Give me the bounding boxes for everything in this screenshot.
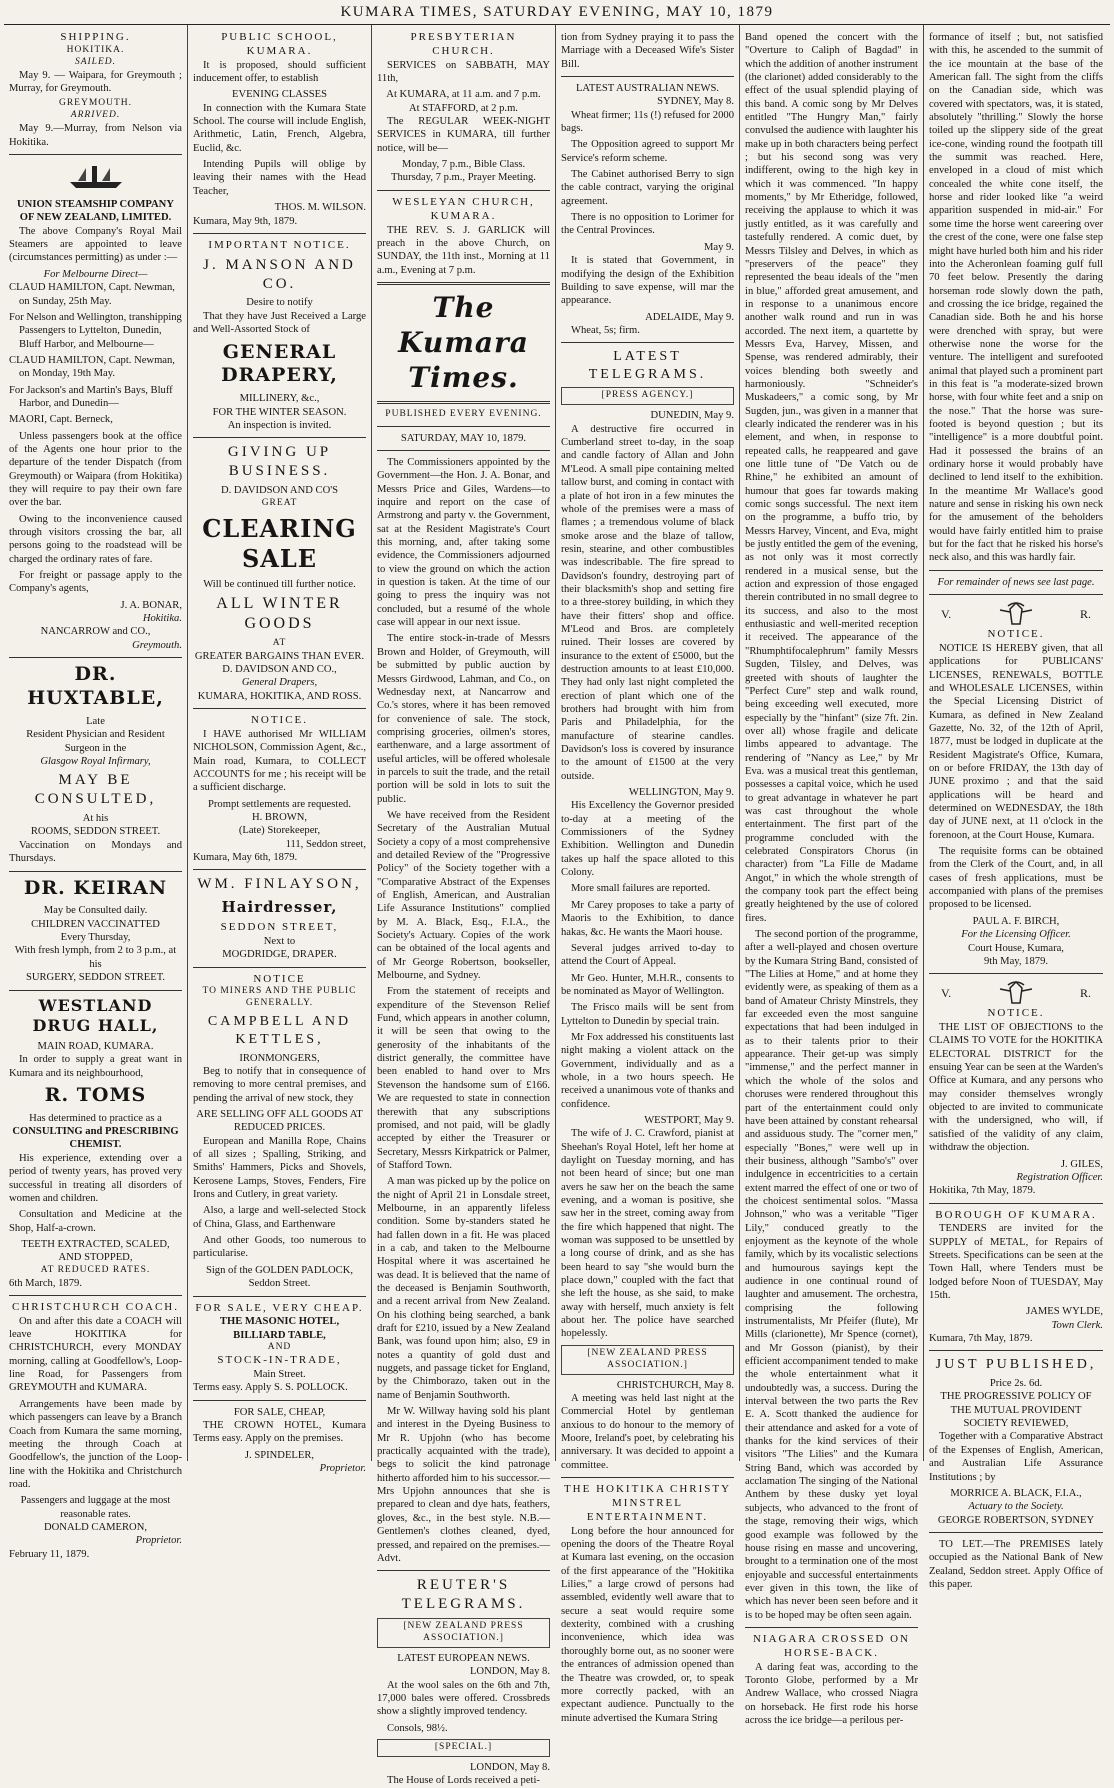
latest-australian: LATEST AUSTRALIAN NEWS. [575, 83, 720, 95]
divider [9, 871, 182, 872]
masthead: KUMARA TIMES, SATURDAY EVENING, MAY 10, 1879 [340, 4, 774, 20]
west-line: AT REDUCED RATES. [40, 1264, 151, 1275]
jackson-route: For Jackson's and Martin's Bays, Bluff Harbor, and Dunedin— [9, 384, 173, 409]
borough-text: TENDERS are invited for the SUPPLY of METAL, for Repairs of Streets. Specifications can be seen at the Town Hall, where Tenders must be lodged before Noon of TUESDAY, May 15th. [929, 1223, 1103, 1302]
divider [377, 450, 550, 451]
masonic-line: STOCK-IN-TRADE, [217, 1354, 342, 1367]
news-text: Mr Carey proposes to take a party of Maoris to the Exhibition, to dance hakas, &c. He wants the Maori house. [561, 899, 734, 938]
camp-line: ARE SELLING OFF ALL GOODS AT REDUCED PRICES. [196, 1109, 363, 1134]
west-line: TEETH EXTRACTED, SCALED, AND STOPPED, [21, 1238, 170, 1264]
camp-line: Beg to notify that in consequence of removing to more central premises, and pending the arrival of new stock, they [193, 1066, 366, 1104]
usc-heading: UNION STEAMSHIP COMPANY OF NEW ZEALAND, LIMITED. [17, 199, 174, 224]
west-line: Consultation and Medicine at the Shop, Half-a-crown. [9, 1209, 182, 1234]
coach-role: Proprietor. [135, 1535, 182, 1547]
manson-line: FOR THE WINTER SEASON. [212, 406, 347, 418]
jp-line: THE PROGRESSIVE POLICY OF THE MUTUAL PROVIDENT SOCIETY REVIEWED, [940, 1391, 1092, 1430]
dav-line: AT [272, 637, 287, 648]
issue-date: SATURDAY, MAY 10, 1879. [400, 432, 527, 444]
manson-line: That they have Just Received a Large and Well-Assorted Stock of [193, 310, 366, 336]
divider [377, 190, 550, 191]
divider [193, 437, 366, 438]
kei-line: Every Thursday, [60, 932, 131, 944]
manson-line: An inspection is invited. [227, 420, 332, 432]
fin-line: SEDDON STREET, [220, 921, 339, 934]
notice-line: PAUL A. F. BIRCH, [972, 915, 1060, 927]
coach-text: Arrangements have been made by which passengers can leave by a Branch Coach from Kumara the same morning, meeting the through Coach at Goodfellow's, the junction of the Loop-line with the Hokitika and Christchurch road. [9, 1398, 182, 1490]
westland-heading: WESTLAND DRUG HALL, [32, 995, 159, 1035]
miners-notice: NOTICE [253, 972, 306, 985]
west-line: His experience, extending over a period of twenty years, has proved very successful in treating all disorders of women and children. [9, 1152, 182, 1204]
column-3 [372, 25, 556, 1787]
article-paragraph: formance of itself ; but, not satisfied with this, he ascended to the summit of the ice mountain at the base of the American fall. The sight from the cliffs on the Canadian side, which was covered with spectators, was, it is stated, absolutely "thrilling." Slowly the horse toiled up the slippery side of the great ice-cone, winding round the footpath till the summit was reached. Here, enveloped in a cloud of mist which concealed the white cone itself, the horse and rider looked like "a weird apparition suspended in mid-air." For some time the horse went careering over the crest of the cone, were one false step might have hurled both him and his rider into the Acheronlean foaming gulf full 70 feet below. Presently the daring horseman rode slowly down the path, and crossing the ice bridge, regained the Canadian side. Both he and his horse were drenched with spray, but were otherwise none the worse for the venture. The intelligent and surefooted animal that played such a prominent part in this feat is "a moderate-sized brown horse, with four white feet and a snip on the nose." That the horse was sure-footed is beyond question ; but its "intelligence" is a more doubtful point. Had it possessed the brains of an ordinary horse it would probably have declined to lend itself to the exhibition. In the meantime Mr Wallace's good nature and sense in risking his own neck for the amusement of the beholders would have fairly entitled him to praise but for the fact that he risked his horse's neck also, and this was hardly fair. [929, 32, 1103, 564]
hux-consulted: MAY BE CONSULTED, [34, 772, 157, 808]
masonic-line: Main Street. [253, 1368, 306, 1380]
notice-text: The requisite forms can be obtained from the Clerk of the Court, and, in all cases of fresh applications, must be accompanied with plans of the premises proposed to be licensed. [929, 846, 1103, 911]
notice-line: Prompt settlements are requested. [208, 798, 351, 810]
dateline: LONDON, May 8. [469, 1761, 550, 1773]
article-paragraph: A daring feat was, according to the Toronto Globe, performed by a Mr Andrew Wallace, who crossed Niagra on horseback. He first rode his horse across the ice bridge—a perilous per- [745, 1661, 918, 1726]
crown-name: J. SPINDELER, [244, 1449, 315, 1461]
masonic-line: THE MASONIC HOTEL, BILLIARD TABLE, [219, 1316, 340, 1341]
sailing-maori: MAORI, Capt. Berneck, [9, 414, 113, 426]
news-text: It is stated that Government, in modifying the design of the Exhibition Building to save expense, will mar the appearance. [561, 255, 734, 307]
notice-line: For the Licensing Officer. [961, 929, 1071, 941]
hux-line: Glasgow Royal Infirmary, [40, 756, 151, 768]
hux-vaccination: Vaccination on Mondays and Thursdays. [9, 839, 182, 865]
divider [929, 594, 1103, 595]
pres-line: At KUMARA, at 11 a.m. and 7 p.m. [386, 89, 541, 101]
divider [561, 342, 734, 343]
hux-line: Late [86, 715, 105, 727]
divider [561, 1477, 734, 1478]
borough-heading: BOROUGH OF KUMARA. [935, 1208, 1097, 1221]
news-text: Mr Fox addressed his constituents last night making a violent attack on the Government, individually and as a whole, in a two hours speech. He received a unanimous vote of thanks and confidence. [561, 1031, 734, 1110]
coach-text: Passengers and luggage at the most reasonable rates. [20, 1495, 171, 1520]
divider [377, 282, 550, 285]
sailing-claud-2: CLAUD HAMILTON, Capt. Newman, on Monday, 19th May. [9, 354, 175, 380]
borough-line: Town Clerk. [1051, 1319, 1103, 1331]
notice-heading: NOTICE. [987, 628, 1045, 641]
camp-line: Also, a large and well-selected Stock of China, Glass, and Earthenware [193, 1205, 366, 1230]
divider [9, 1295, 182, 1296]
crest-v: V. [941, 985, 952, 1000]
objection-line: Hokitika, 7th May, 1879. [929, 1185, 1036, 1197]
divider [561, 76, 734, 77]
coach-text: On and after this date a COACH will leave HOKITIKA for CHRISTCHURCH, every MONDAY morning, calling at Goodfellow's, Loop-line Road, for Passengers from GREYMOUTH and KUMARA. [9, 1315, 182, 1394]
dateline: ADELAIDE, May 9. [645, 311, 734, 323]
divider [377, 1570, 550, 1571]
west-line: CONSULTING and PRESCRIBING CHEMIST. [12, 1126, 179, 1151]
news-text: tion from Sydney praying it to pass the Marriage with a Deceased Wife's Sister Bill. [561, 32, 734, 70]
notice-date: Kumara, May 6th, 1879. [193, 851, 298, 863]
editorial-paragraph: From the statement of receipts and expenditure of the Stevenson Relief Fund, which appears in another column, it will be seen that owing to the generosity of the inhabitants of the district generally, the committee have been enabled to hand over to Mrs Stevenson the handsome sum of £166. We are requested to state in connection therewith that any subscriptions promised, and not paid, will be gladly accepted by either the Treasurer or Secretary, Messrs Kirkpatrick or Palmer, of Stafford Town. [377, 986, 550, 1171]
pres-line: Thursday, 7 p.m., Prayer Meeting. [391, 172, 536, 184]
crest-v: V. [941, 606, 952, 621]
coach-heading: CHRISTCHURCH COACH. [12, 1300, 179, 1313]
kei-line: With fresh lymph, from 2 to 3 p.m., at his [14, 945, 177, 970]
special-label: [SPECIAL.] [377, 1739, 550, 1757]
fin-line: Next to [263, 935, 296, 947]
dav-line: GREAT [261, 497, 298, 508]
shipping-heading: SHIPPING. [60, 31, 131, 43]
pres-line: SERVICES on SABBATH, MAY 11th, [377, 59, 550, 85]
divider [377, 426, 550, 427]
hokitika-label: HOKITIKA. [66, 44, 125, 55]
news-text: There is no opposition to Lorimer for the Central Provinces. [561, 212, 734, 237]
keiran-heading: DR. KEIRAN [23, 876, 168, 899]
objection-line: Registration Officer. [1016, 1171, 1103, 1183]
coach-name: DONALD CAMERON, [44, 1521, 147, 1533]
huxtable-heading: DR. HUXTABLE, [27, 663, 164, 710]
news-text: A meeting was held last night at the Commercial Hotel by gentleman anxious to do honour to the memory of Moore, Ireland's poet, by celebrating his anniversary. It was decided to appoint a committee. [561, 1393, 734, 1471]
jp-line: Actuary to the Society. [968, 1501, 1064, 1513]
agent-2: NANCARROW and CO., [40, 626, 151, 638]
divider [929, 1203, 1103, 1204]
newspaper-title: The Kumara Times. [398, 290, 529, 395]
divider [929, 570, 1103, 571]
article-paragraph: The second portion of the programme, after a well-played and chosen overture by the Kumara String Band, consisted of "The Lilies at Home," and at home they evidently were, as speaking of them as a band of Amateur Christy Minstrels, they far exceeded even the most sanguine expectations that had been indulged in as to their talents prior to their appearance. Their get-up was simply "immense," and the perfect manner in which the whole of the solos and choruses were rendered throughout this part of the entertainment could only have been attained by constant rehearsal and assiduous study. The "corner men," especially "Bones," were well up in their business, although "Sambo's" over indulgence in eccentricities to a certain extent marred the effect of one or two of the choicest sentimental solos. "Massa Johnson," who was a veritable "Tiger Lily," conduced greatly to the enjoyment as the keynote of the whole family, which by its vocalistic selections and humourous sayings kept the audience in one continual round of laughter and amusement. The orchestra, comprising the following instrumentalists, Mr Pfeifer (flute), Mr Mills (clarionette), Mr Spence (cornet), and Mr Gosson (pianist), by their efficient accompaniment tended to make the whole entertainment what it undoubtedly was, a success. During the interval between the two parts the Rev E. A. Scott thanked the audience for their attendance and asked for a vote of thanks for the kind services of their visitors "The Lilies" and the Kumara String Band, which was accorded by acclamation The singing of the National Anthem by these dusky yet loyal subjects, who advanced to the front of the stage, removing their wigs, which good example was followed by the house rising en masse and uncovering, brought to a termination one of the most enjoyable and successful entertainments ever given in this town, the like of which has never been seen before and it is to be hoped may be often seen again. [745, 929, 918, 1621]
divider [193, 708, 366, 709]
melbourne-route: For Melbourne Direct— [43, 268, 148, 280]
news-text: Several judges arrived to-day to attend the Court of Appeal. [561, 942, 734, 968]
camp-line: And other Goods, too numerous to particularise. [193, 1235, 366, 1260]
divider [193, 1296, 366, 1297]
school-classes: EVENING CLASSES [231, 89, 328, 101]
manson-line: Desire to notify [246, 297, 313, 309]
jp-line: GEORGE ROBERTSON, SYDNEY [937, 1514, 1095, 1526]
pres-line: The REGULAR WEEK-NIGHT SERVICES in KUMARA, till further notice, will be— [377, 116, 550, 154]
hux-line: ROOMS, SEDDON STREET. [30, 826, 161, 838]
divider [193, 869, 366, 870]
news-text: The Opposition agreed to support Mr Service's reform scheme. [561, 139, 734, 164]
presbyterian-heading: PRESBYTERIAN CHURCH. [410, 31, 517, 57]
notice-line: (Late) Storekeeper, [238, 825, 321, 837]
columns [4, 24, 1110, 1787]
camp-line: Sign of the GOLDEN PADLOCK, Seddon Street. [205, 1264, 354, 1290]
west-date: 6th March, 1879. [9, 1277, 82, 1289]
news-text: At the wool sales on the 6th and 7th, 17,000 bales were offered. Crossbreds show a slightly improved tendency. [377, 1679, 550, 1718]
dateline: CHRISTCHURCH, May 8. [616, 1379, 734, 1391]
published-line: PUBLISHED EVERY EVENING. [385, 408, 542, 419]
christy-heading: THE HOKITIKA CHRISTY MINSTREL ENTERTAINMENT. [563, 1483, 732, 1523]
editorial-paragraph: The entire stock-in-trade of Messrs Brown and Holder, of Greymouth, will be submitted by public auction by Messrs Girdwood, Lahman, and Co., on Wednesday next, at Nancarrow and Co.'s stores, where it has been removed for convenience of sale. The stock, comprising groceries, oilmen's stores, earthenware, and a large assortment of useful articles, will be offered wholesale in parcels to suit the trade, and the retail portion will be sold in lots to suit the public. [377, 633, 550, 805]
news-text: The Frisco mails will be sent from Lyttelton to Dunedin by special train. [561, 1002, 734, 1027]
for-sale-heading: FOR SALE, VERY CHEAP. [195, 1301, 364, 1314]
owing-text: Owing to the inconvenience caused through visitors crossing the bar, all persons going to the roadstead will be charged the ordinary rates of fare. [9, 513, 182, 565]
news-text: Consols, 98½. [387, 1722, 448, 1734]
dav-line: General Drapers, [241, 677, 318, 689]
news-text: Long before the hour announced for opening the doors of the Theatre Royal at Kumara last evening, on the occasion of the first appearance of the "Hokitika Lilies," a large crowd of persons had assembled, evidently well aware that to secure a seat would require some dexterity, combined with a crushing inconvenience, which idea was thoroughly borne out, as no sooner were the entrances of admission opened than the Theatre was crowded, or, to speak more correctly packed, with an expectant audience. Punctually to the minute advertised the Kumara String [561, 1525, 734, 1724]
wes-text: THE REV. S. J. GARLICK will preach in the above Church, on SUNDAY, the 11th inst., Morning at 11 a.m., Evening at 7 p.m. [377, 224, 550, 276]
news-text: The House of Lords received a peti- [387, 1775, 540, 1787]
latest-european: LATEST EUROPEAN NEWS. [397, 1652, 530, 1664]
crest-r: R. [1079, 985, 1091, 1000]
dav-line: KUMARA, HOKITIKA, AND ROSS. [197, 690, 362, 702]
dateline: DUNEDIN, May 9. [650, 410, 734, 422]
crest-icon [996, 979, 1036, 1007]
niagara-heading: NIAGARA CROSSED ON HORSE-BACK. [752, 1632, 911, 1659]
sailed-label: SAILED. [74, 56, 117, 67]
hux-line: At his [82, 813, 109, 825]
kei-line: CHILDREN VACCINATTED [31, 918, 160, 930]
crest-icon [996, 600, 1036, 628]
dav-line: Will be continued till further notice. [203, 578, 356, 590]
camp-line: IRONMONGERS, [239, 1052, 320, 1064]
reuters-heading: REUTER'S TELEGRAMS. [401, 1577, 526, 1613]
remainder-note: For remainder of news see last page. [937, 576, 1095, 588]
notice-line: Court House, Kumara, [968, 942, 1064, 954]
wesleyan-heading: WESLEYAN CHURCH, KUMARA. [392, 195, 535, 222]
agent-1: J. A. BONAR, [120, 599, 182, 611]
school-date: Kumara, May 9th, 1879. [193, 215, 298, 227]
pres-line: Monday, 7 p.m., Bible Class. [401, 159, 526, 171]
just-published: JUST PUBLISHED, [935, 1357, 1097, 1373]
jp-line: MORRICE A. BLACK, F.I.A., [950, 1487, 1082, 1499]
editorial-paragraph: A man was picked up by the police on the night of April 21 in Lonsdale street, Melbourne, in an apparently lifeless condition. Some by-standers stated he had fallen down in a fit. He was placed in a cab, and taken to the Melbourne Hospital where it was ascertained he was dead. It is believed that the name of the deceased is Benjamin Southworth, and a recent arrival from New Zealand. On his clothing being searched, a bank draft for £210, issued by a New Zealand Bank, was found upon him; also, £9 in notes a quantity of gold dust and nuggets, and passage ticket for England, by the Chimborazo, taken out in the name of Benjamin Southworth. [377, 1176, 550, 1401]
hux-line: Resident Physician and Resident Surgeon in the [26, 729, 165, 754]
school-text: In connection with the Kumara State School. The course will include English, Arithmetic, Latin, French, Algebra, Euclid, &c. [193, 102, 366, 154]
divider [9, 990, 182, 991]
column-1 [4, 25, 188, 1560]
arrived-label: ARRIVED. [70, 110, 121, 121]
sailed-text: May 9. — Waipara, for Greymouth ; Murray, for Greymouth. [9, 69, 182, 95]
column-5 [740, 25, 924, 1726]
column-6 [924, 25, 1108, 1590]
notice-text: NOTICE IS HEREBY given, that all applications for PUBLICANS' LICENSES, RENEWALS, BOTTLE and WHOLESALE LICENSES, within the Special Licensing District of Kumara, as defined in New Zealand Gazette, No. 32, of the 12th of April, 1877, must be lodged in duplicate at the Resident Magistrate's Office, Kumara, on or before FRIDAY, the 13th day of JUNE proximo ; and that the said applications will be heard and determined on WEDNESDAY, the 18th day of JUNE next, at 11 o'clock in the forenoon, at the Court House, Kumara. [929, 642, 1103, 841]
divider [929, 1532, 1103, 1533]
general-drapery: GENERAL DRAPERY, [221, 340, 338, 387]
divider [193, 1400, 366, 1401]
editorial-paragraph: The Commissioners appointed by the Government—the Hon. J. A. Bonar, and Messrs Price and Giles, Wardens—to inquire and report on the case of Armstrong and party v. the Government, sat at the Resident Magistrate's Court this morning, and, after taking some evidence, the Commissioners adjourned to view the ground on which the action in question is taken. At the time of our going to press the inquiry was not concluded, but a resumé of the whole case will appear in our next issue. [377, 457, 550, 629]
column-4 [556, 25, 740, 1724]
giving-up-heading: GIVING UP BUSINESS. [227, 444, 332, 480]
kei-line: May be Consulted daily. [43, 905, 148, 917]
news-text: A destructive fire occurred in Cumberland street to-day, in the soap and candle factory of Allan and John M'Leod. A small pipe containing melted tallow burst, and coming in contact with a plate of hot iron in a few minutes the whole of the premises were a mass of flames ; a tremendous volume of black smoke arose and the blaze of tallow, resin, stearine, and other combustibles was indescribable. The fire spread to Davidson's foundry, destroying part of their blacksmith's shop and setting fire to a three-storey building, in which they have their fitters' shop and office. M'Leod and Bros. are completely ruined. Their losses are covered by insurance to the extent of £5000, but the destruction amounts to at least £10,000. They had only last night completed the erection of plant which one of the brothers had brought with him from Paris and Philadelphia, for the manufacture of stearine candles. Davidson's loss is covered by insurance to the amount of £1500 at the very outside. [561, 423, 734, 782]
objection-text: THE LIST OF OBJECTIONS to the CLAIMS TO VOTE for the HOKITIKA ELECTORAL DISTRICT for the ensuing Year can be seen at the Warden's Office at Kumara, and any persons who may consider themselves wrongly objected to are invited to communicate with the undersigned, who will, if satisfied of the validity of any claim, withdraw the objection. [929, 1022, 1103, 1154]
winter-goods: ALL WINTER GOODS [216, 595, 343, 633]
steamship-icon [9, 160, 182, 195]
divider [377, 401, 550, 404]
west-line: In order to supply a great want in Kumara and its neighbourhood, [9, 1054, 182, 1079]
finlayson-heading: WM. FINLAYSON, [197, 876, 362, 893]
article-paragraph: Band opened the concert with the "Overture to Caliph of Bagdad" in which the addition of another instrument (the clarionet) added considerably to the effect of the usual splendid playing of this band. A comic song by Mr Delves entitled "The Hungry Man," fairly convulsed the audience with laughter his make up in both characters being perfect ; but his second song was very indifferent, owing to the high key in which it was commenced. "In happy moments," by Mr Etheridge, followed, receiving the applause to which it was justly entitled, as it was carefully and tastefully rendered. A comic duet, by Messrs Tilsley and Delves, in which as "preservers of the peace" they represented the beau ideals of the "men in blue," afforded great amusement, and in response to a unanimous encore another walk round and run in was accorded. The next item, a quartette by Messrs Eva, Harvey, Missen, and Spense, was rendered admirably, their voices blending both sweetly and harmoniously. "Schneider's Muskadeers," a comic song, by Mr Sugden, jun., was given in a manner that clearly indicated the renderer was in his element, and when, in response to repeated calls, he reappeared and gave one little tune of "De Vatch ou de Rhine," he exhibited an amount of humour that goes far towards making comic songs successful. The next item on the programme, a buffo trio, by Messrs Harvey, Vincent, and Eva, might be justly entitled the gem of the evening, as not only was it most correctly rendered in a musical sense, but the action and expression of those engaged therein contributed in no small degree to its success, and also to the most enthusiastic and well-merited reception it received. The appearance of the "Rhumphtifocalephrum" family Messrs Sugden, Tilsley, and Delves, was greeted with shouts of laughter the "Perfect Cure" step and walk round, being exceeding well executed, more especially by the "hinfant" (size 7ft. 2in. over all) whose fragile and delicate limbs appeared to advantage. The rendering of "Nancy as Lee," by Mr Eva. was a musical treat this gentleman, possesses a capital voice, which he used to great advantage in whatever he part was cast throughout the whole entertainment. The first part of the programme concluded with the celebrated Conspirators Chorus (in character) from "La Fille de Madame Angot," in which the whole strength of the company took part the effect being greatly heightened by the use of colored fires. [745, 32, 918, 924]
dateline: SYDNEY, May 8. [657, 96, 734, 108]
masonic-line: Terms easy. Apply S. S. POLLOCK. [193, 1382, 348, 1394]
notice-text: I HAVE authorised Mr WILLIAM NICHOLSON, Commission Agent, &c., Main road, Kumara, to COLLECT ACCOUNTS for me ; his receipt will be a sufficient discharge. [193, 728, 366, 794]
divider [745, 1627, 918, 1628]
editorial-paragraph: We have received from the Resident Secretary of the Australian Mutual Society a copy of a most comprehensive and detailed Review of the "Progressive Policy" of the Society together with a "Comparative Abstract of the Expenses of English, American, and Australian Life Assurance Institutions" complied by M. A. Black, Esq., F.I.A., the Society's Actuary. Copies of the work can be obtained of the local agents and of Mr George Robertson, bookseller, Melbourne, and Sydney. [377, 809, 550, 982]
notice-heading: NOTICE. [250, 713, 309, 726]
usc-intro: The above Company's Royal Mail Steamers are appointed to leave (circumstances permitting) as under :— [9, 225, 182, 264]
divider [929, 973, 1103, 974]
borough-line: JAMES WYLDE, [1026, 1306, 1103, 1318]
campbell-heading: CAMPBELL AND KETTLES, [207, 1014, 352, 1048]
divider [9, 154, 182, 155]
news-text: The wife of J. C. Crawford, pianist at Sheehan's Royal Hotel, left her home at daylight on Tuesday morning, and has not been heard of since; but one man avers he saw her on the beach the same evening, and a woman is positive, she saw her in the street, coming away from the fire which happened that night. The woman was supposed to be unsettled by a long course of drink, and as she has been heard to say "she would burn the place down," coupled with the fact that she left the house, as she said, to make away with herself, much anxiety is felt about her. The police have searched hopelessly. [561, 1128, 734, 1340]
school-text: It is proposed, should sufficient inducement offer, to establish [193, 59, 366, 85]
press-agency-label: [PRESS AGENCY.] [561, 387, 734, 405]
masonic-line: AND [267, 1342, 292, 1353]
kei-line: SURGERY, SEDDON STREET. [25, 972, 166, 984]
manson-line: MILLINERY, &c., [239, 393, 320, 405]
jp-line: Price 2s. 6d. [989, 1378, 1043, 1390]
crown-text: THE CROWN HOTEL, Kumara Terms easy. Apply on the premises. [193, 1419, 366, 1445]
jp-line: Together with a Comparative Abstract of the Expenses of English, American, and Australian Life Assurance Institutions ; by [929, 1431, 1103, 1483]
royal-crest [929, 979, 1103, 1007]
divider [929, 1350, 1103, 1351]
sailing-claud-1: CLAUD HAMILTON, Capt. Newman, on Sunday, 25th May. [9, 282, 175, 307]
agent-2-location: Greymouth. [132, 639, 182, 651]
news-text: The Cabinet authorised Berry to sign the cable contract, varying the original agreement. [561, 169, 734, 207]
notice-line: H. BROWN, [251, 811, 308, 823]
news-text: His Excellency the Governor presided to-day at a meeting of the Commissioners of the Sydney Exhibition. Wellington and Dunedin takes up half the space alloted to this Colony. [561, 800, 734, 879]
news-text: Wheat, 5s; firm. [571, 324, 640, 336]
divider [193, 233, 366, 234]
school-heading: PUBLIC SCHOOL, KUMARA. [221, 31, 338, 57]
notice-heading: NOTICE. [987, 1007, 1045, 1020]
camp-line: European and Manilla Rope, Chains of all sizes ; Spalling, Striking, and Smiths' Hammers, Picks and Shovels, Kerosene Lamps, Stoves, Fenders, Fire Irons and Cutlery, in great variety. [193, 1135, 366, 1201]
agent-1-location: Hokitika. [142, 613, 182, 625]
school-teacher: THOS. M. WILSON. [274, 202, 366, 214]
column-2 [188, 25, 372, 1474]
objection-line: J. GILES, [1060, 1158, 1103, 1170]
dateline: WELLINGTON, May 9. [628, 787, 734, 799]
west-line: Has determined to practice as a [29, 1112, 162, 1124]
important-notice: IMPORTANT NOTICE. [208, 238, 351, 251]
school-text: Intending Pupils will oblige by leaving their names with the Head Teacher, [193, 159, 366, 197]
crown-heading: FOR SALE, CHEAP, [233, 1406, 326, 1418]
unless-text: Unless passengers book at the office of the Agents one hour prior to the departure of the tender Dispatch (from Greymouth) or Waipara (from Hokitika) they will require to pay their own fare over the bar. [9, 430, 182, 509]
fin-line: MOGDRIDGE, DRAPER. [222, 949, 337, 961]
notice-line: 111, Seddon street, [285, 838, 366, 850]
manson-heading: J. MANSON AND CO. [203, 256, 356, 292]
greymouth-label: GREYMOUTH. [58, 98, 133, 109]
clearing-sale: CLEARING SALE [202, 513, 357, 573]
editorial-paragraph: Mr W. Willway having sold his plant and interest in the Dyeing Business to Mr R. Upjohn (who has become practically acquainted with the trade), begs to solicit the kind patronage hitherto afforded him to his successor.—Mrs Upjohn announces that she is prepared to clean and dye hats, feathers, gloves, &c., in the best style. N.B.—Gentlemen's clothes cleaned, dyed, pressed, and repaired on the premises.—Advt. [377, 1406, 550, 1564]
crest-r: R. [1079, 606, 1091, 621]
pres-line: At STAFFORD, at 2 p.m. [409, 102, 518, 114]
royal-crest [929, 600, 1103, 628]
nelson-route: For Nelson and Wellington, transhipping Passengers to Lyttelton, Dunedin, Bluff Harbor, and Melbourne— [9, 311, 182, 350]
crown-role: Proprietor. [319, 1462, 366, 1474]
dav-line: GREATER BARGAINS THAN EVER. [194, 650, 365, 662]
news-text: Wheat firmer; 11s (!) refused for 2000 bags. [561, 109, 734, 135]
dateline: LONDON, May 8. [469, 1666, 550, 1678]
divider [9, 657, 182, 658]
latest-telegrams: LATEST TELEGRAMS. [588, 349, 707, 382]
nzpa-label: [NEW ZEALAND PRESS ASSOCIATION.] [377, 1618, 550, 1648]
west-line: MAIN ROAD, KUMARA. [37, 1040, 154, 1052]
nzpa-label: [NEW ZEALAND PRESS ASSOCIATION.] [561, 1345, 734, 1375]
news-text: Mr Geo. Hunter, M.H.R., consents to be nominated as Mayor of Wellington. [561, 972, 734, 997]
borough-line: Kumara, 7th May, 1879. [929, 1333, 1033, 1345]
miners-sub: TO MINERS AND THE PUBLIC GENERALLY. [202, 986, 357, 1009]
dav-line: D. DAVIDSON AND CO'S [220, 485, 339, 497]
dav-line: D. DAVIDSON AND CO., [222, 663, 337, 675]
notice-line: 9th May, 1879. [983, 955, 1049, 967]
freight-text: For freight or passage apply to the Company's agents, [9, 570, 182, 595]
divider [193, 967, 366, 968]
arrived-text: May 9.—Murray, from Nelson via Hokitika. [9, 123, 182, 148]
to-let-text: TO LET.—The PREMISES lately occupied as the National Bank of New Zealand, Seddon street. Apply Office of this paper. [929, 1538, 1103, 1590]
dateline: May 9. [703, 241, 734, 253]
news-text: More small failures are reported. [571, 883, 711, 895]
hairdresser: Hairdresser, [221, 898, 338, 917]
toms-name: R. TOMS [44, 1083, 147, 1106]
coach-date: February 11, 1879. [9, 1548, 90, 1560]
dateline: WESTPORT, May 9. [644, 1114, 734, 1126]
